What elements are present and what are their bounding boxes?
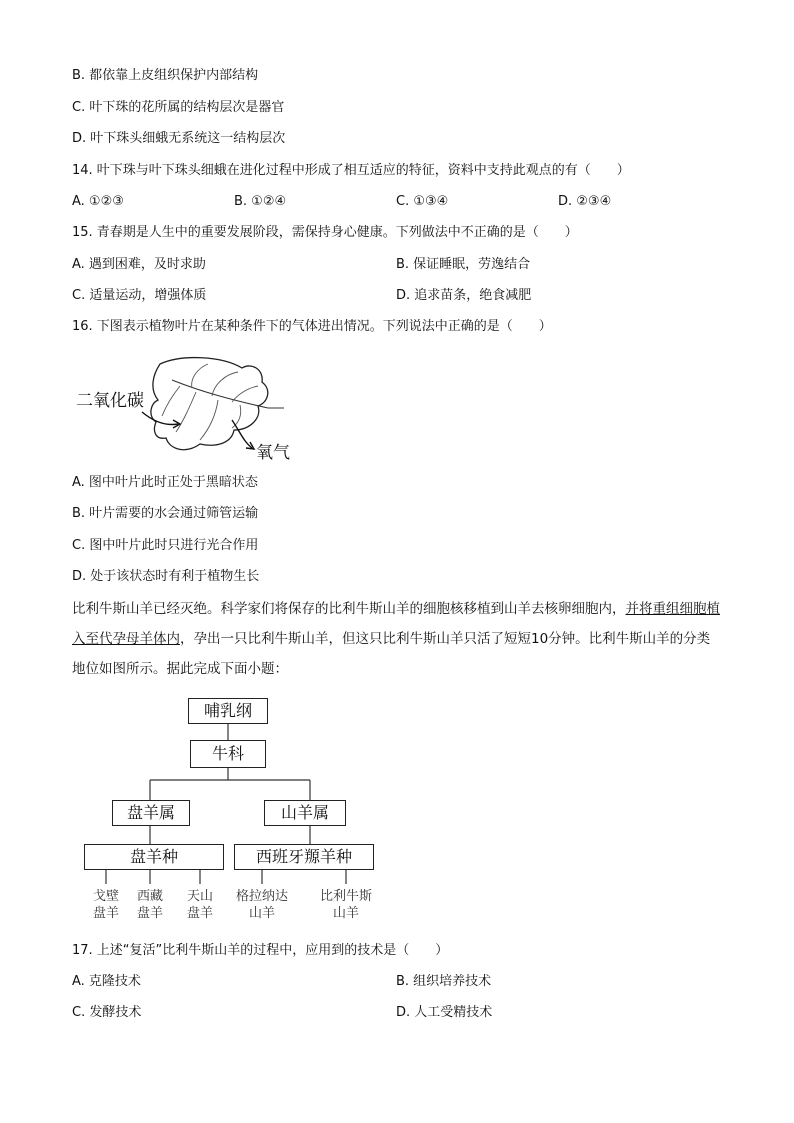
q16-option-c: C. 图中叶片此时只进行光合作用 bbox=[72, 538, 259, 553]
q15-option-b: B. 保证睡眠，劳逸结合 bbox=[396, 257, 531, 272]
taxon-family: 牛科 bbox=[190, 740, 266, 768]
q15-option-d: D. 追求苗条，绝食减肥 bbox=[396, 288, 532, 303]
passage-part1: 比利牛斯山羊已经灭绝。科学家们将保存的比利牛斯山羊的细胞核移植到山羊去核卵细胞内， bbox=[72, 601, 626, 617]
subspecies-item: 戈壁 盘羊 bbox=[92, 889, 119, 921]
q16-option-a: A. 图中叶片此时正处于黑暗状态 bbox=[72, 475, 258, 490]
q17-option-b: B. 组织培养技术 bbox=[396, 974, 492, 989]
q15-stem: 15. 青春期是人生中的重要发展阶段，需保持身心健康。下列做法中不正确的是（ ） bbox=[72, 225, 578, 240]
q17-option-c: C. 发酵技术 bbox=[72, 1005, 142, 1020]
co2-label: 二氧化碳 bbox=[76, 391, 144, 411]
leaf-figure bbox=[72, 350, 312, 462]
taxon-species-right: 西班牙羱羊种 bbox=[234, 844, 374, 870]
q14-stem: 14. 叶下珠与叶下珠头细蛾在进化过程中形成了相互适应的特征，资料中支持此观点的有（ ） bbox=[72, 163, 630, 178]
q16-option-b: B. 叶片需要的水会通过筛管运输 bbox=[72, 506, 259, 521]
passage-underlined: 并将重组细胞植入至代孕母羊体内 bbox=[72, 601, 720, 647]
passage-part2: ，孕出一只比利牛斯山羊，但这只比利牛斯山羊只活了短短10分钟。比利牛斯山羊的分类地位如图所示。据此完成下面小题： bbox=[72, 631, 711, 677]
q16-stem: 16. 下图表示植物叶片在某种条件下的气体进出情况。下列说法中正确的是（ ） bbox=[72, 319, 552, 334]
q15-option-a: A. 遇到困难，及时求助 bbox=[72, 257, 206, 272]
q14-option-b: B. ①②④ bbox=[234, 194, 287, 209]
q17-option-a: A. 克隆技术 bbox=[72, 974, 141, 989]
taxonomy-diagram bbox=[78, 696, 388, 928]
q14-option-c: C. ①③④ bbox=[396, 194, 449, 209]
q15-option-c: C. 适量运动，增强体质 bbox=[72, 288, 207, 303]
q14-option-d: D. ②③④ bbox=[558, 194, 612, 209]
taxon-genus-right: 山羊属 bbox=[264, 800, 346, 826]
passage bbox=[72, 594, 722, 684]
q17-option-d: D. 人工受精技术 bbox=[396, 1005, 493, 1020]
o2-label: 氧气 bbox=[256, 443, 290, 463]
q13-option-b: B. 都依靠上皮组织保护内部结构 bbox=[72, 68, 259, 83]
taxon-genus-left: 盘羊属 bbox=[112, 800, 190, 826]
subspecies-item: 西藏 盘羊 bbox=[136, 889, 163, 921]
taxon-class: 哺乳纲 bbox=[188, 698, 268, 724]
q13-option-d: D. 叶下珠头细蛾无系统这一结构层次 bbox=[72, 131, 286, 146]
q13-option-c: C. 叶下珠的花所属的结构层次是器官 bbox=[72, 100, 285, 115]
subspecies-item: 天山 盘羊 bbox=[186, 889, 213, 921]
subspecies-item: 格拉纳达 山羊 bbox=[235, 889, 288, 921]
taxon-species-left: 盘羊种 bbox=[84, 844, 224, 870]
q14-option-a: A. ①②③ bbox=[72, 194, 124, 209]
subspecies-item: 比利牛斯 山羊 bbox=[319, 889, 372, 921]
q17-stem: 17. 上述“复活”比利牛斯山羊的过程中，应用到的技术是（ ） bbox=[72, 943, 449, 958]
q16-option-d: D. 处于该状态时有利于植物生长 bbox=[72, 569, 260, 584]
